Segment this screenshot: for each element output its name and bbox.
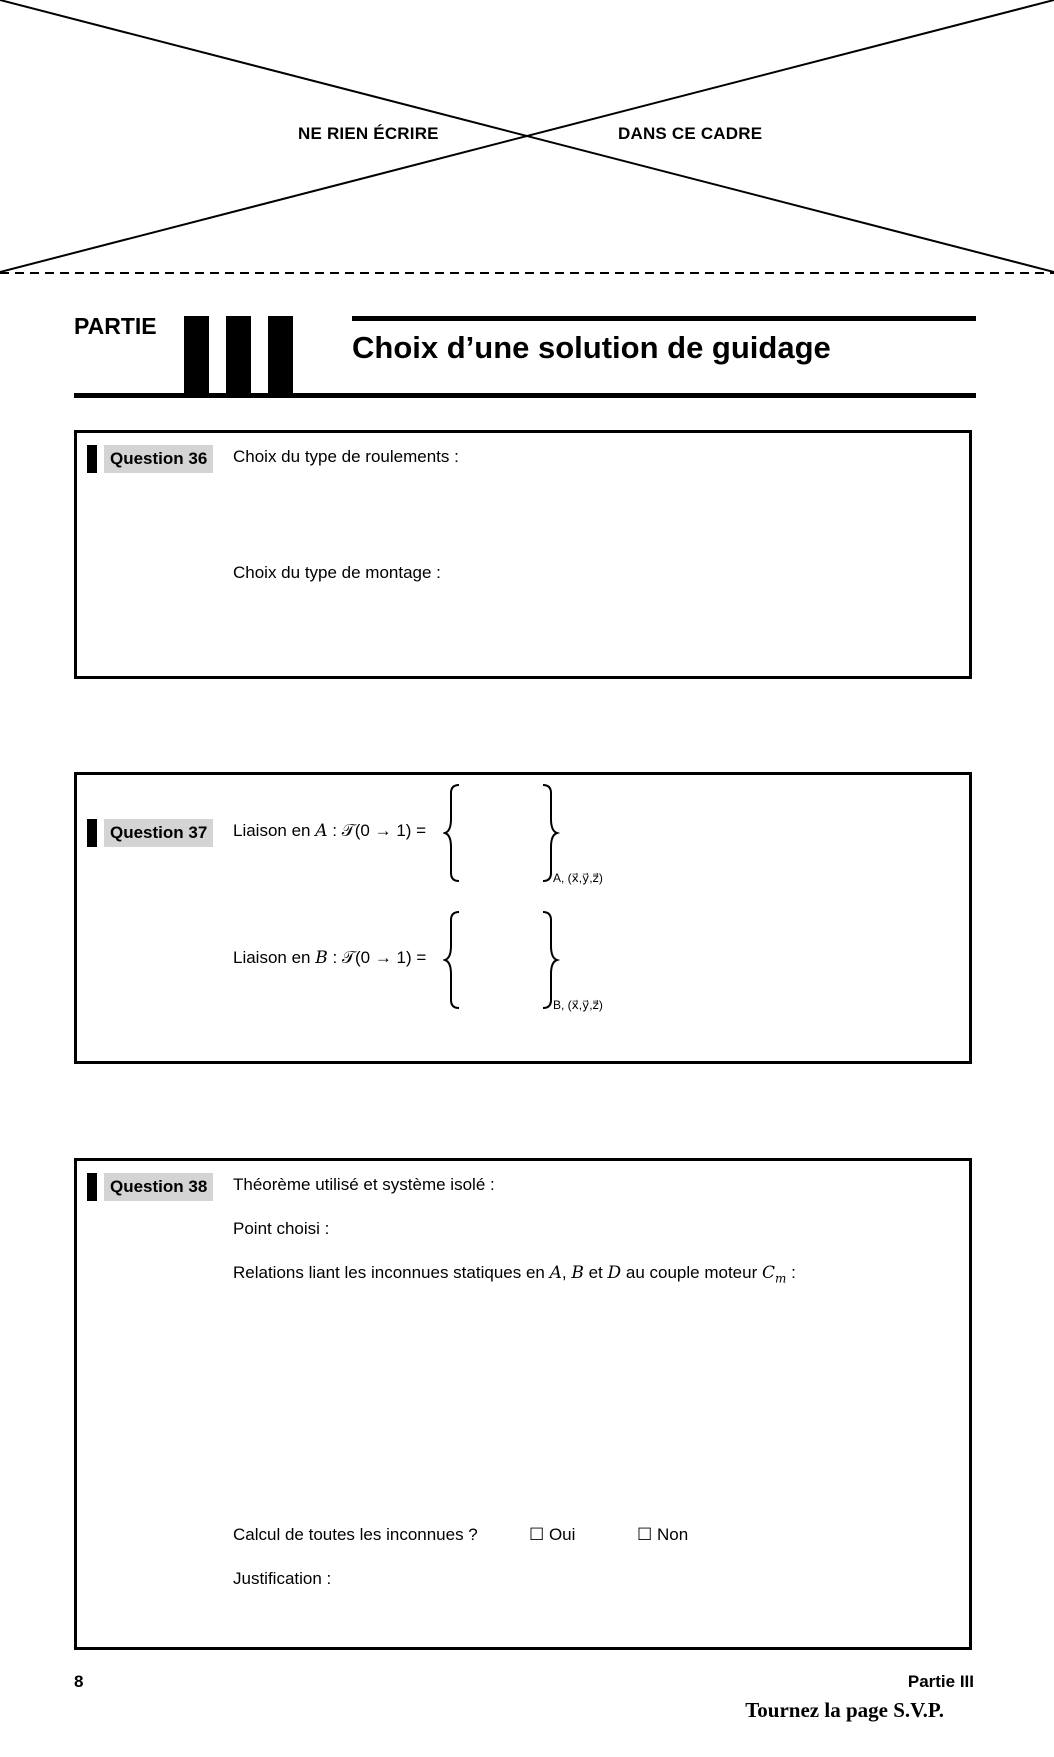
q37-point-b: B — [315, 948, 328, 968]
q38-justification-prompt: Justification : — [233, 1569, 332, 1588]
question-36-label: Question 36 — [104, 445, 213, 473]
part-title: Choix d’une solution de guidage — [352, 330, 831, 365]
no-write-left-text: NE RIEN ÉCRIRE — [298, 124, 439, 143]
turn-page-notice: Tournez la page S.V.P. — [745, 1698, 944, 1722]
q38-relations-start: Relations liant les inconnues statiques en — [233, 1263, 545, 1282]
q37-joint-a-line — [233, 821, 426, 841]
q37-joint-b-line — [233, 948, 426, 968]
question-38-answer-box[interactable] — [74, 1158, 972, 1650]
q38-point-d: D — [607, 1263, 622, 1283]
q38-comma: , — [561, 1263, 567, 1282]
q37-torsor-a: 𝒯(0 → 1) = — [341, 821, 427, 840]
part-numeral-bar-3 — [268, 316, 293, 395]
q38-theorem-prompt: Théorème utilisé et système isolé : — [233, 1175, 495, 1194]
q37-torsor-a-reference: A, (x⃗,y⃗,z⃗) — [553, 871, 603, 885]
q37-colon: : — [332, 948, 338, 967]
part-numeral-bar-2 — [226, 316, 251, 395]
q38-checkbox-non[interactable]: ☐ Non — [637, 1525, 689, 1544]
q38-relations-prompt — [233, 1263, 796, 1285]
footer-part-reference: Partie III — [907, 1672, 974, 1691]
torsor-a-braces — [443, 783, 563, 883]
q38-motor-torque-sub: m — [775, 1271, 787, 1286]
page-number: 8 — [74, 1672, 84, 1691]
q37-colon: : — [332, 821, 337, 840]
q38-calc-question: Calcul de toutes les inconnues ? — [233, 1525, 478, 1544]
q36-bearing-type-prompt: Choix du type de roulements : — [233, 447, 459, 466]
question-37-label: Question 37 — [104, 819, 213, 847]
part-title-top-rule — [352, 316, 976, 321]
part-label: PARTIE — [74, 313, 157, 339]
question-36-answer-box[interactable] — [74, 430, 972, 679]
q37-joint-b-prefix: Liaison en — [233, 948, 311, 967]
q38-point-b: B — [571, 1263, 584, 1283]
q37-torsor-b-reference: B, (x⃗,y⃗,z⃗) — [553, 998, 603, 1012]
torsor-b-braces — [443, 910, 563, 1010]
q38-colon: : — [791, 1263, 796, 1282]
question-37-answer-box[interactable] — [74, 772, 972, 1064]
q38-point-a: A — [549, 1263, 562, 1283]
no-write-right-text: DANS CE CADRE — [618, 124, 763, 143]
q38-motor-torque: C — [762, 1263, 776, 1283]
q37-torsor-b: 𝒯(0 → 1) = — [341, 948, 427, 967]
q37-point-a: A — [315, 821, 328, 841]
q38-checkbox-oui[interactable]: ☐ Oui — [529, 1525, 576, 1544]
part-numeral-bar-1 — [184, 316, 209, 395]
question-marker — [87, 445, 97, 473]
question-38-label: Question 38 — [104, 1173, 213, 1201]
question-marker — [87, 819, 97, 847]
q38-et: et — [588, 1263, 603, 1282]
no-write-frame — [0, 0, 1054, 280]
q38-point-prompt: Point choisi : — [233, 1219, 330, 1238]
q37-joint-a-prefix: Liaison en — [233, 821, 311, 840]
part-title-bottom-rule — [74, 393, 976, 398]
q36-mounting-type-prompt: Choix du type de montage : — [233, 563, 441, 582]
q38-relations-end: au couple moteur — [625, 1263, 758, 1282]
question-marker — [87, 1173, 97, 1201]
